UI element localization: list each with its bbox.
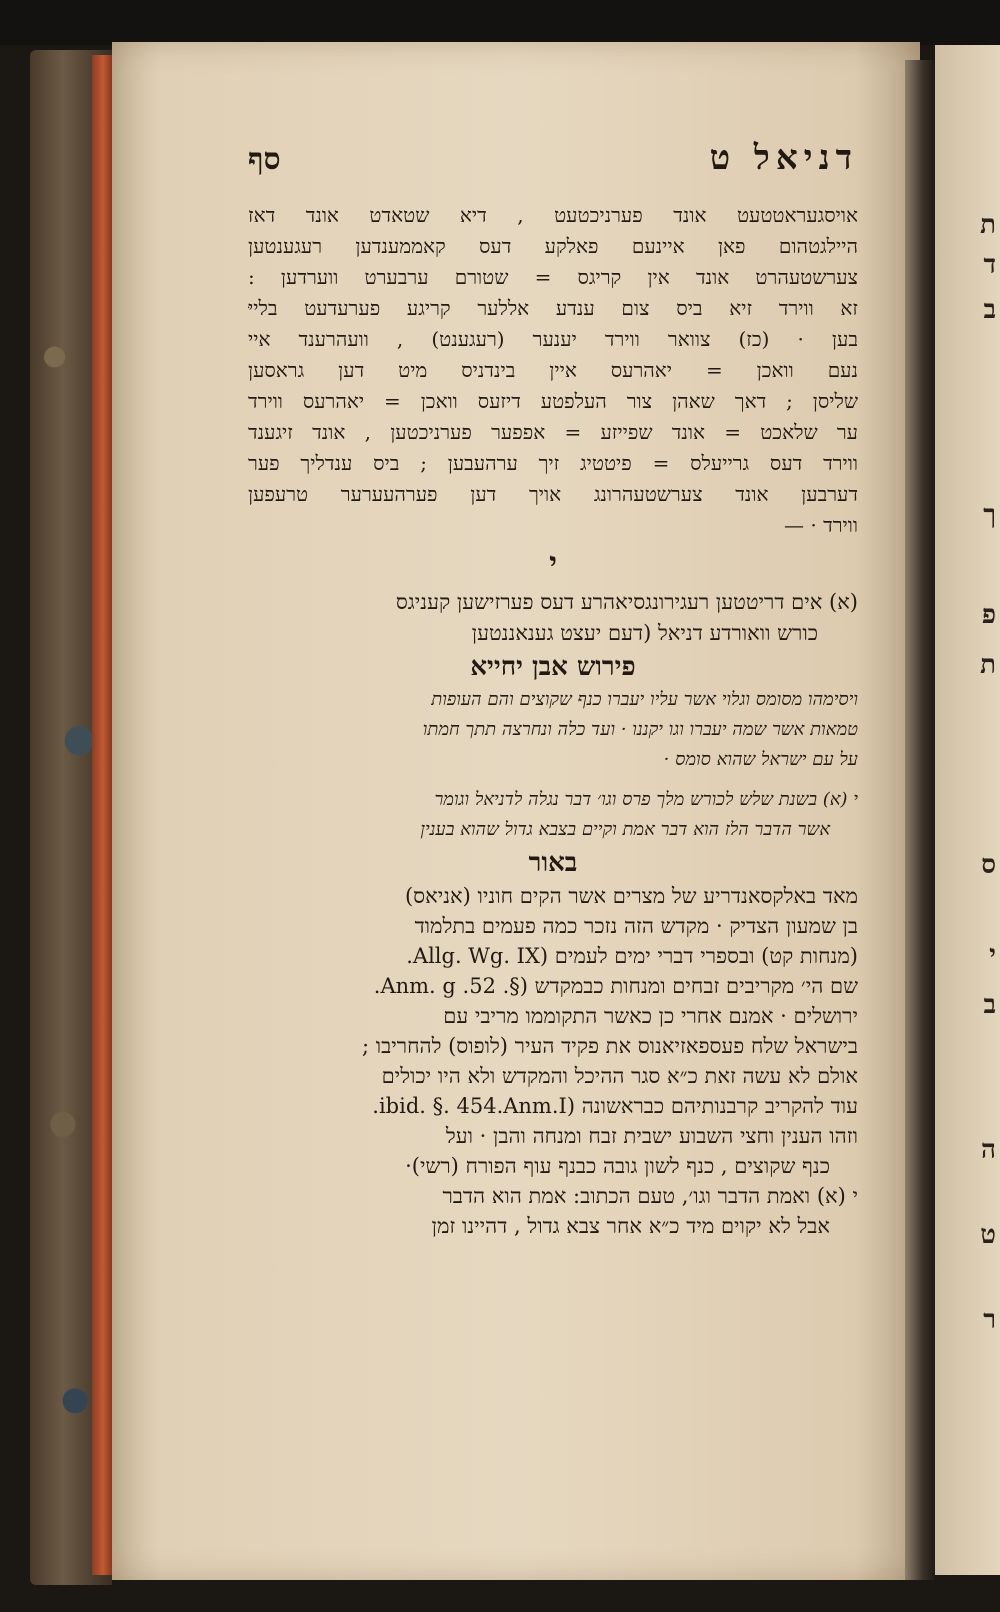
text-line: ויסימהו מסומס וגלוי אשר עליו יעברו כנף שקוצים והם העופות <box>431 689 858 710</box>
facing-page-fragment: י <box>989 940 996 970</box>
text-line: י (א) בשנת שלש לכורש מלך פרס וגו׳ דבר נגלה לדניאל וגומר <box>434 789 858 810</box>
text-line: טמאות אשר שמה יעברו וגו יקננו · ועד כלה ונחרצה תתך חמתו <box>422 719 858 740</box>
text-line: נעם וואכן = יאהרעס איין בינדניס מיט דען גראסען <box>248 358 858 382</box>
facing-page-fragment: ס <box>981 850 996 880</box>
facing-page-fragment: ד <box>983 250 996 280</box>
page-number: סף <box>248 142 281 177</box>
facing-page-fragment: ב <box>983 295 996 325</box>
facing-page-fragment: פ <box>981 600 996 630</box>
biur-heading: באור <box>528 848 578 878</box>
text-line: כנף שקוצים , כנף לשון גובה כבנף עוף הפורח (רשי)· <box>405 1154 830 1178</box>
text-line: בישראל שלח פעספאזיאנוס את פקיד העיר (לופוס) להחריבו ; <box>362 1034 858 1058</box>
text-line: אולם לא עשה זאת כ״א סגר ההיכל והמקדש ולא היו יכולים <box>381 1064 858 1088</box>
text-line: מאד באלקסאנדריע של מצרים אשר הקים חוניו (אניאס) <box>404 884 858 908</box>
chapter-mark: י <box>549 546 557 581</box>
text-line: ווירד · — <box>784 513 858 537</box>
text-line: (מנחות קט) ובספרי דברי ימים לעמים (Allg. Wg. IX. <box>406 944 858 968</box>
ibn-yahya-commentary-chapter-10 <box>248 785 858 845</box>
german-translation-paragraph <box>248 200 858 541</box>
text-line: היילגטהום פאן איינעם פאלקע דעס קאממענדען רעגענטען <box>248 234 858 258</box>
text-line: אבל לא יקוים מיד כ״א אחר צבא גדול , דהיינו זמן <box>431 1214 830 1238</box>
text-line: אשר הדבר הלז הוא דבר אמת וקיים בצבא גדול שהוא בענין <box>420 819 830 840</box>
text-line: ווירד דעס גרייעלס = פיטטיג זיך ערהעבען ; ביס ענדליך פער <box>248 451 858 475</box>
background-top <box>0 0 1000 45</box>
text-line: עוד להקריב קרבנותיהם כבראשונה (ibid. §. 454.Anm.I. <box>372 1094 858 1118</box>
biur-commentary <box>248 881 858 1241</box>
text-line: על עם ישראל שהוא סומס · <box>663 749 858 770</box>
text-line: וזהו הענין וחצי השבוע ישבית זבח ומנחה והבן · ועל <box>445 1124 858 1148</box>
text-line: שם הי׳ מקריבים זבחים ומנחות כבמקדש (§. 52. Anm. g. <box>373 974 858 998</box>
text-line: י (א) ואמת הדבר וגו׳, טעם הכתוב: אמת הוא הדבר <box>442 1184 858 1208</box>
text-line: אויסגעראטטעט אונד פערניכטעט , דיא שטאדט אונד דאז <box>248 203 858 227</box>
page-header <box>248 138 858 186</box>
running-title: דניאל ט <box>709 138 858 178</box>
ibn-yahya-commentary <box>248 685 858 775</box>
facing-page-fragment: ט <box>980 1220 996 1250</box>
commentary-heading: פירוש אבן יחייא <box>470 652 636 682</box>
text-line: שליסן ; דאך שאהן צור העלפטע דיזעס וואכן = יאהרעס ווירד <box>248 389 858 413</box>
facing-page-fragment: ה <box>981 1135 996 1165</box>
text-line: דערבען אונד צערשטעהרונג אויך דען פערהעערער טרעפען <box>248 482 858 506</box>
page-content <box>248 138 858 1241</box>
facing-page-fragment: ת <box>980 210 996 240</box>
facing-page-fragment: ב <box>983 990 996 1020</box>
red-page-edge <box>92 55 114 1575</box>
text-line: (א) אים דריטטען רעגירונגסיאהרע דעס פערזישען קעניגס <box>395 590 858 614</box>
chapter-summary <box>248 587 858 649</box>
book-gutter <box>905 60 935 1580</box>
text-line: צערשטעהרט אונד אין קריגס = שטורם ערבערט ווערדען : <box>248 265 858 289</box>
text-line: ירושלים · אמנם אחרי כן כאשר התקוממו מריבי עם <box>443 1004 858 1028</box>
facing-page-fragment: ר <box>983 1305 996 1335</box>
facing-page <box>935 45 1000 1575</box>
text-line: בן שמעון הצדיק · מקדש הזה נזכר כמה פעמים בתלמוד <box>414 914 858 938</box>
facing-page-fragment: ת <box>980 650 996 680</box>
facing-page-fragment: ך <box>983 500 996 530</box>
text-line: בען · (כז) צוואר ווירד יענער (רעגענט) , וועהרענד איי <box>248 327 858 351</box>
text-line: כורש וואורדע דניאל (דעם יעצט גענאננטען <box>471 621 818 645</box>
text-line: זא ווירד זיא ביס צום ענדע אללער קריגע פערעדעט בלייּ <box>248 296 858 320</box>
text-line: ער שלאכט = אונד שפייזע = אפפער פערניכטען , אונד זיגענד <box>248 420 858 444</box>
